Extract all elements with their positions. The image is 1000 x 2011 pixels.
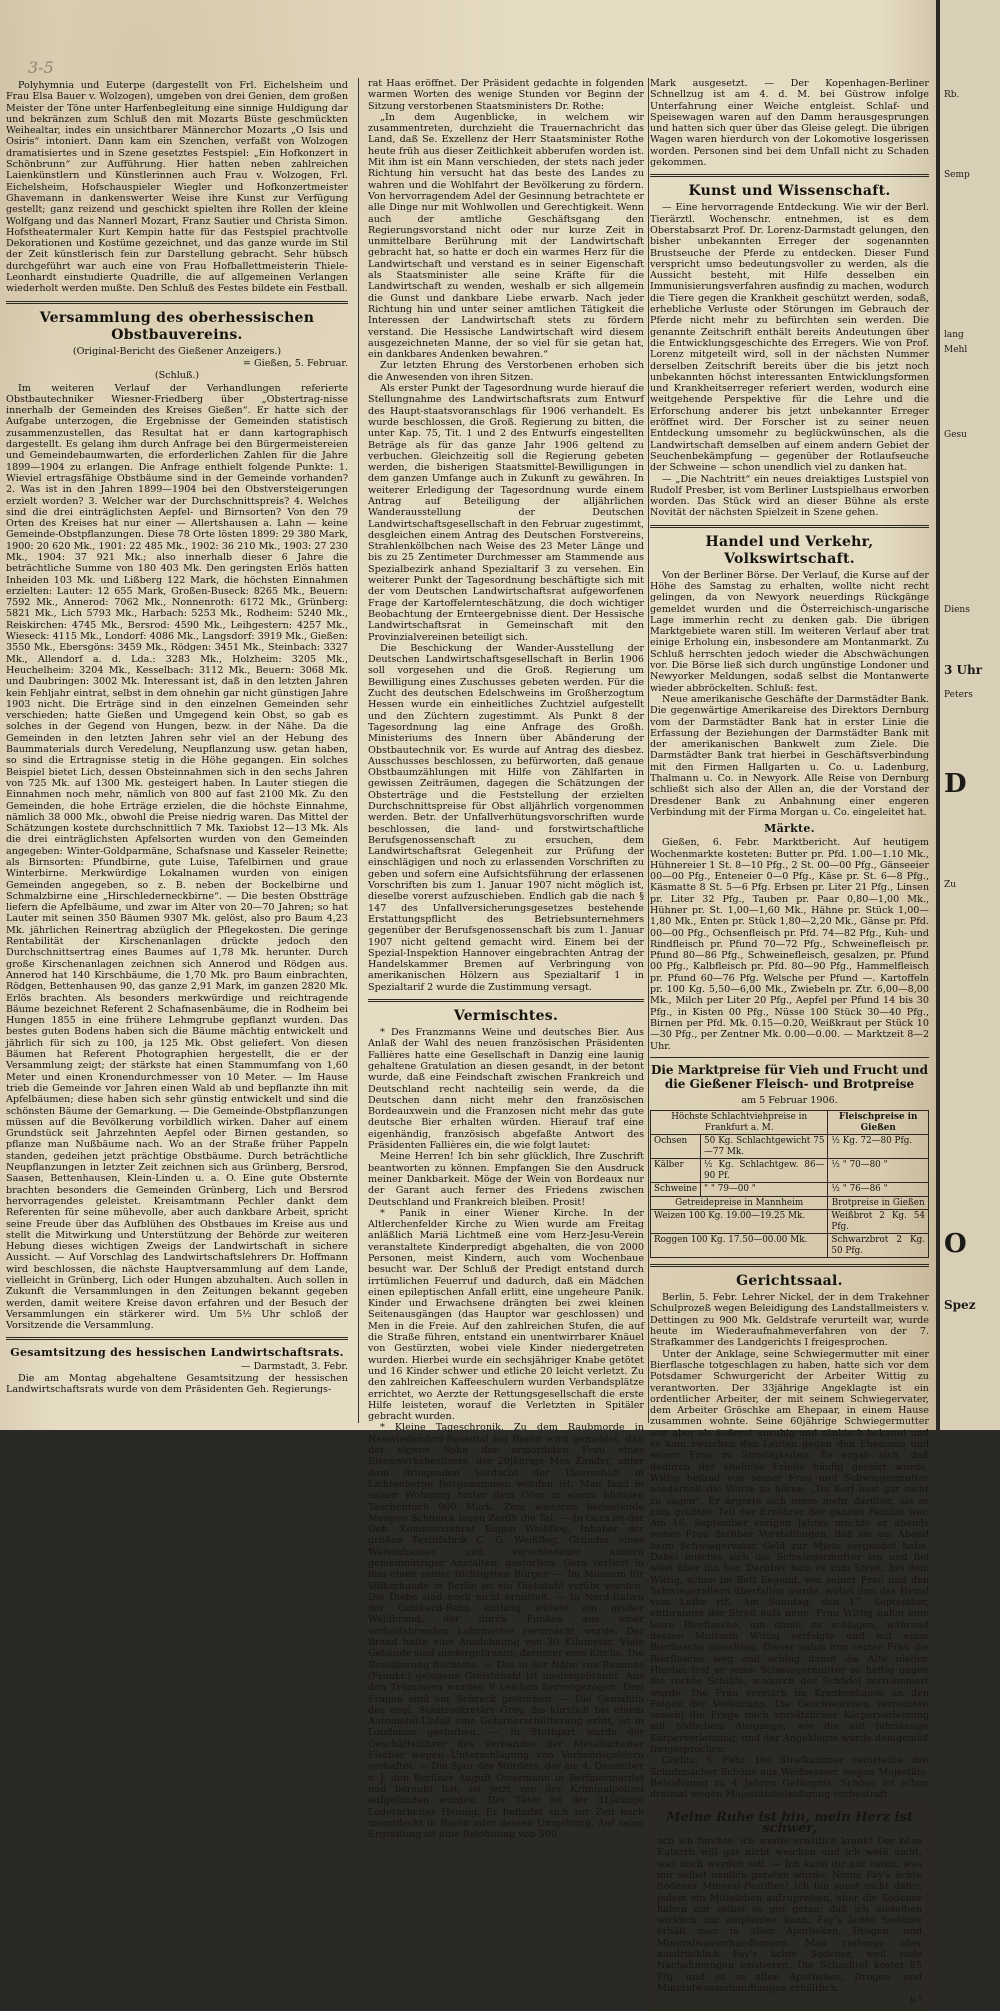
article-text: Meine Herren! Ich bin sehr glücklich, Ihre Zuschrift beantworten zu können. Empfangen Sie den Ausdruck meiner Dankbarkeit. Möge der Wein von Bordeaux nur der Garant auch ferner des Friedens zwischen Deutschland und Frankreich bleiben. Prosit! — [368, 1151, 644, 1208]
adjacent-text: Rb. — [944, 90, 960, 100]
adjacent-text: 3 Uhr — [944, 663, 983, 677]
article-text: Neue amerikanische Geschäfte der Darmstädter Bank. Die gegenwärtige Amerikareise des Direktors Dernburg vom der Darmstädter Bank hat in erster Linie die Erfassung der Beziehungen der Darmstädter Bank mit der amerikanischen Bankwelt zum Ziele. Die Darmstädter Bank trat hierbei in Geschäftsverbindung mit den Firmen Hallgarten u. Co. u. Ladenburg, Thalmann u. Co. in Newyork. Alle Reise von Dernburg schließt sich also der Allen an, die der Vorstand der Dresdener Bank zu Anbahnung einer engeren Verbindung mit der Firma Morgan u. Co. eingeleitet hat. — [650, 693, 929, 818]
table-cell: ½ " 76—86 " — [828, 1183, 929, 1197]
table-cell: Weißbrot 2 Kg. 54 Pfg. — [828, 1210, 929, 1234]
table-cell: Roggen 100 Kg. 17.50—00.00 Mk. — [651, 1234, 828, 1258]
adjacent-text: Peters — [944, 690, 973, 700]
article-text: Die Beschickung der Wander-Ausstellung der Deutschen Landwirtschaftsgesellschaft in Berlin 1906 soll vorgesehen und die Groß. Regierung um Bewilligung eines Zuschusses gebeten werden. Für die Zucht des deutschen Edelschweins im Großherzogtum Hessen wurde ein einheitliches Zuchtziel aufgestellt und den Züchtern zugestimmt. Als Punkt 8 der Tagesordnung lag eine Anfrage des Großh. Ministeriums des Innern über Abänderung der Obstbautechnik vor. Es wurde auf Antrag des diesbez. Ausschusses beschlossen, zu befürworten, daß genaue Obstbaumzählungen mit Hilfe von Zählfarten in gewissen Zeiträumen, dagegen die Schätzungen der Obsterträge und die Feststellung der erzielten Durchschnittspreise für Obst alljährlich vorgenommen werden. Betr. der Unfallverhütungsvorschriften wurde beschlossen, die land- und forstwirtschaftliche Berufsgenossenschaft zu ersuchen, dem Landwirtschaftsrat Gelegenheit zur Prüfung der einschlägigen und noch zu erlassenden Vorschriften zu geben und sofern eine Aufsichtsführung der erlassenen Vorschriften bis zum 1. Januar 1907 nicht möglich ist, dieselbe vorerst aufzuschieben. Endlich gab die nach § 147 des Unfallversicherungsgesetzes bestehende Erstattungspflicht des Betriebsunternehmers gegenüber der Berufsgenossenschaft bis zum 1. Januar 1907 nicht geltend gemacht wird. Einem bei der Spezial-Inspektion Hannover eingebrachten Antrag der Handelskammer Bremen auf Verbringung von amerikanischen Hölzern aus Spezialtarif 1 in Spezialtarif 2 wurde die Zustimmung versagt. — [368, 642, 644, 993]
column-1 — [6, 80, 348, 1425]
article-text: Als erster Punkt der Tagesordnung wurde hierauf die Stellungnahme des Landwirtschaftsrats zum Entwurf des Haupt-staatsvoranschlags für 1906 verhandelt. Es wurde beschlossen, die Groß. Regierung zu bitten, die unter Kap. 75, Tit. 1 und 2 des Entwurfs eingestellten Beträge als für das ganze Jahr 1906 geltend zu verbuchen. Gleichzeitig soll die Regierung gebeten werden, die bisherigen Staatsmittel-Bewilligungen in dem ganzen Umfange auch in Zukunft zu gewähren. In weiterer Erledigung der Tagesordnung wurde einem Antrag auf Beteiligung der alljährlichen Wanderausstellung der Deutschen Landwirtschaftsgesellschaft in den Februar zugestimmt, desgleichen einem Antrag des Deutschen Forstvereins, Strahlenkölbchen nach Weise des 23 Meter Länge und bis zu 25 Zentimeter Durchmesser am Stammende aus Spezialbezirk anhand Spezialtarif 3 zu versehen. Ein weiterer Punkt der Tagesordnung beschäftigte sich mit der vom Deutschen Landwirtschaftsrat aufgeworfenen Frage der Kartoffelernteschätzung, die doch wichtiger Beobachtung der Ernteergebnisse dient. Der Hessische Landwirtschaftsrat in Gemeinschaft mit den Provinzialvereinen beteiligt sich. — [368, 383, 644, 643]
article-text: * Panik in einer Wiener Kirche. In der Altlerchenfelder Kirche zu Wien wurde am Freitag anläßlich Mariä Lichtmeß eine vom Herz-Jesu-Verein veranstaltete Kinderpredigt abgehalten, die von 2000 Personen, meist Kindern, auch vom Wochenbaue besucht war. Der Schluß der Predigt entstand durch irrtümlichen Feuerruf und dadurch, daß ein Mädchen einen epileptischen Anfall erlitt, eine ungeheure Panik. Kinder und Erwachsene drängten bei zwei kleinen Seitenausgängen (das Hauptor war geschlossen) und Men in die Freie. Auf den zahlreichen Stufen, die auf die Straße führen, entstand ein unentwirrbarer Knäuel von Gestürzten, wobei viele Kinder niedergetreten wurden. Hierbei wurde ein sechsjähriger Knabe getötet und 16 Kinder schwer und etliche 20 leicht verletzt. Zu den zahlreichen Kaffeeschulern wurden Verbandsplätze errichtet, wo Aerzte der Rettungsgesellschaft die erste Hilfe leisteten, worauf die Verletzten in Spitäler gebracht wurden. — [368, 1207, 644, 1423]
section-heading: Vermischtes. — [453, 1008, 559, 1025]
article-subheading: (Original-Bericht des Gießener Anzeigers.) — [72, 345, 282, 357]
article-text: rat Haas eröffnet. Der Präsident gedachte in folgenden warmen Worten des wenige Stunden vor Beginn der Sitzung verstorbenen Staatsministers Dr. Rothe: — [368, 78, 644, 112]
table-cell: ½ Kg. 72—80 Pfg. — [828, 1135, 929, 1159]
adjacent-text: lang — [944, 330, 964, 340]
article-text: Polyhymnia und Euterpe (dargestellt von Frl. Eichelsheim und Frau Elsa Bauer v. Wolzogen), umgeben von drei Genien, dem großen Meister der Töne unter Harfenbegleitung eine sinnige Huldigung dar und bekränzen zum Schluß den mit Mozarts Büste geschmückten Weihealtar, indes ein unsichtbarer Männerchor Mozarts „O Isis und Osiris“ intoniert. Dann kam ein Szenchen, verfaßt von Wolzogen dramatisiertes und in Szene gesetztes Festspiel: „Ein Hofkonzert in Schönbrunn“ zur Aufführung. Hier hatten neben zahlreichen Laienkünstlern und Künstlerinnen auch Frau v. Wolzogen, Frl. Eichelsheim, Hofschauspieler Wiegler und Hofkonzertmeister Ghavemann in dankenswerter Weise ihre Kunst zur Verfügung gestellt; ganz reizend und geschickt spielten ihre Rollen der kleine Wolfgang und das Nannerl Mozart, Franz Sautier und Christa Simon. Hofstheatermaler Kurt Kempin hatte für das Festspiel prachtvolle Dekorationen und Kostüme gezeichnet, und das ganze wurde im Stil der Zeit künstlerisch fein zur Darstellung gebracht. Sehr hübsch durchgeführt war auch eine von Frau Hofballettmeisterin Thiele-Leonhardt einstudierte Quadrille, die auf allgemeinen Verlangen wiederholt werden mußte. Den Schluß des Festes bildete ein Festball. — [6, 80, 348, 295]
table-header: Getreidepreise in Mannheim — [651, 1196, 828, 1210]
table-cell: Ochsen — [651, 1135, 701, 1159]
column-rule-2 — [648, 78, 649, 1423]
article-text: Berlin, 5. Febr. Lehrer Nickel, der in dem Trakehner Schulprozeß wegen Beleidigung des Landstallmeisters v. Dettingen zu 900 Mk. Geldstrafe verurteilt war, wurde heute im Wiederaufnahmeverfahren von der 7. Strafkammer des Landgerichts I freigesprochen. — [650, 1292, 929, 1349]
article-heading: Versammlung des oberhessischen Obstbauvereins. — [39, 309, 315, 343]
adjacent-text: Spez — [944, 1298, 976, 1312]
table-cell: Weizen 100 Kg. 19.00—19.25 Mk. — [651, 1210, 828, 1234]
adjacent-text: Semp — [944, 170, 970, 180]
article-text: „In dem Augenblicke, in welchem wir zusammentreten, durchzieht die Trauernachricht das Land, daß Se. Exzellenz der Herr Staatsminister Rothe heute früh aus dieser Zeitlichkeit abberufen worden ist. Mit ihm ist ein Mann verschieden, der stets nach jeder Richtung hin versucht hat das beste des Landes zu wahren und die Wohlfahrt der Bevölkerung zu fördern. Von hervorragendem Adel der Gesinnung betrachtete er alle Dinge nur mit Wohlwollen und Gerechtigkeit. Wenn auch der amtliche Geschäftsgang den Regierungsvorstand nicht oder nur kurze Zeit in unmittelbare Berührung mit der Landwirtschaft gebracht hat, so hatte er doch ein warmes Herz für die Landwirtschaft und verstand es in seiner Eigenschaft als Staatsminister alle seine Kräfte für die Landwirtschaft zu wenden, weshalb er sich allgemein die Gunst und dankbare Liebe erwarb. Nach jeder Richtung hin und unter seiner amtlichen Tätigkeit die Interessen der Landwirtschaft stets zu fördern verstand. Die Hessische Landwirtschaft wird diesem ausgezeichneten Manne, der so viel für sie getan hat, ein dankbares Andenken bewahren.“ — [368, 111, 644, 361]
column-2 — [368, 78, 644, 1841]
article-text: Mark ausgesetzt. — Der Kopenhagen-Berliner Schnellzug ist am 4. d. M. bei Güstrow infolge Unterfahrung einer Weiche entgleist. Schlaf- und Speisewagen waren auf den Damm herausgesprungen und hatten sich quer über das Gleise gelegt. Die übrigen Wagen waren hierdurch von der Lokomotive losgerissen worden. Personen sind bei dem Unfall nicht zu Schaden gekommen. — [650, 78, 929, 169]
divider — [6, 1337, 348, 1340]
section-heading: Kunst und Wissenschaft. — [688, 183, 891, 200]
article-text: * Kleine Tageschronik. Zu dem Raubmorde in Neuwiedendorf-Rosental bei Berlin wird gemeldet, daß der eigene Sohn der ermordeten Frau eines Eisenwerksbesitzers, der 20jährige Max Zander, unter dem dringenden Verdacht der Täterschaft in Lichtenberge festgenommen worden ist. Man fand in seiner Wohnung hinter dem Ofen in einem blutigen Taschentuch 900 Mark. Zum weiteren bedeutende Mengen Schmuck lagen Zerdh die Tat. — In Gera ist der Geh. Kommerzienrat Eugen Weißflog, Inhaber der großen Textilfabrik C. G. Weißflog, Gründer eines Waisenhauses und verschiedener andern gemeinnütziger Anstalten, gestorben. Gera verliert in ihm einen seiner tüchtigsten Bürger. — Im Museum für Völkerkunde in Berlin ist ein Diebstahl verübt worden. Die Diebe sind noch nicht ermittelt. — In Nord-Italien der Gotthard-Bahn entlang wütete ein großer Waldbrand, der durch Funken aus einer verbeifahrenden Lokomotive verursacht wurde. Der Brand hatte eine Ausdehnung von 30 Kilometer. Viele Gebäude sind niedergebrannt, darunter eine Kirche. Die Bevölkerung flüchtete. — Das in der Nähe von Remmes (Frankr.) gelegene Greistenahl ist niedergebrannt. Aus den Trümmern wurden 9 Leichen hervorgezogen. Drei Frauen sind vor Schreck gestorben. — Die Gemahlin des engl. Staatssekretärs Grey, die kürzlich bei einem Automobil-Unfall eine Gehirnerschütterung erlitt, ist in Londonon gestorben. — In Stuttgart wurde der Geschäftsführer des Verbandes der Metallarbeiter Fischer wegen Unterschlagung von Verbandsgeldern verhaftet. — Die Spur des Mörders, der am 4. Dezember v. J. den Berliner Auguft Ostermann in Berlinermordet und beraubt hat, ist jetzt von der Kriminalpolizei aufgefunden worden. Der Täter ist der 31jährige Lederarbeiter Hennig. Er befindet sich zur Zeit noch unentdeckt in Berlin oder dessen Umgebung. Auf seine Ergreifung ist eine Belohnung von 500 — [368, 1422, 644, 1841]
article-text: Die am Montag abgehaltene Gesamtsitzung der hessischen Landwirtschaftsrats wurde von dem Präsidenten Geh. Regierungs- — [6, 1372, 348, 1396]
table-cell: Kälber — [651, 1159, 701, 1183]
market-price-table — [650, 1110, 929, 1258]
market-date: am 5 Februar 1906. — [741, 1094, 838, 1106]
adjacent-text: D — [944, 769, 967, 799]
table-cell: " " 79—00 " — [701, 1183, 828, 1197]
adjacent-text: Diens — [944, 605, 970, 615]
adjacent-text: Gesu — [944, 430, 967, 440]
column-rule-1 — [358, 78, 359, 1423]
table-header: Höchste Schlachtviehpreise in Frankfurt a. M. — [651, 1111, 828, 1135]
divider — [368, 999, 644, 1002]
article-note: (Schluß.) — [154, 370, 200, 382]
advertisement — [650, 1807, 929, 2011]
table-cell: ½ Kg. Schlachtgew. 86—90 Pf. — [701, 1159, 828, 1183]
page-marker: 3-5 — [28, 58, 54, 77]
article-text: Im weiteren Verlauf der Verhandlungen referierte Obstbautechniker Wiesner-Friedberg über „Obstertrag-nisse innerhalb der Gemeinden des Kreises Gießen“. Er hatte sich der Aufgabe unterzogen, die Ergebnisse der Gemeinden statistisch zusammenzustellen, das Resultat hat er dann kartographisch dargestellt. Es gelang ihm durch Anfrage bei den Bürgermeistereien und Gemeindebaumwarten, die erforderlichen Zahlen für die Jahre 1899—1904 zu erlangen. Die Anfrage enthielt folgende Punkte: 1. Wieviel ertragsfähige Obstbäume sind in der Gemeinde vorhanden? 2. Was ist in den Jahren 1899—1904 bei den Obstversteigerungen erzielt worden? 3. Welcher war der Durchschnittspreis? 4. Welches sind die drei einträglichsten Aepfel- und Birnsorten? Von den 79 Orten des Kreises hat nur einer — Allertshausen a. Lahn — keine Gemeinde-Obstpflanzungen. Diese 78 Orte lösten 1899: 29 380 Mark, 1900: 20 620 Mk., 1901: 22 485 Mk., 1902: 36 210 Mk., 1903: 27 230 Mk., 1904: 37 921 Mk.; also innerhalb dieser 6 Jahre die beträchtliche Summe von 180 403 Mk. Den geringsten Erlös hatten Inheiden 103 Mk. und Lißberg 122 Mark, die höchsten Einnahmen erzielten: Lauter: 12 655 Mark, Großen-Buseck: 8265 Mk., Beuern: 7592 Mk., Annerod: 7062 Mk., Nonnenroth: 6172 Mk., Grünberg: 5821 Mk., Lich 5793 Mk., Harbach: 5253 Mk., Rodheim: 5240 Mk., Reiskirchen: 4745 Mk., Bersrod: 4590 Mk., Leihgestern: 4257 Mk., Wieseck: 4115 Mk., Londorf: 4086 Mk., Langsdorf: 3919 Mk., Gießen: 3550 Mk., Ebersgöns: 3459 Mk., Rödgen: 3451 Mk., Steinbach: 3327 Mk., Allendorf a. d. Lda.: 3283 Mk., Holzheim: 3205 Mk., Heuchelheim: 3204 Mk., Kesselbach: 3112 Mk., Beuern: 3068 Mk. und Daubringen: 3002 Mk. Interessant ist, daß in den letzten Jahren kein Fehljahr eintrat, selbst in dem ohnehin gar nicht günstigen Jahre 1903 nicht. Die Erträge sind in den einzelnen Gemeinden sehr verschieden; hatte Gießen und Umgegend kein Obst, so gab es solches in der Gegend von Hungen, bezw. in der Nähe. Da die Gemeinden in den letzten Jahren sehr viel an der Hebung des Baummaterials durch Veredelung, Neupflanzung usw. getan haben, so sind die Ertragnisse stetig in die Höhe gegangen. Ein solches Beispiel bietet Lich, dessen Obsteinnahmen sich in den sechs Jahren von 725 Mk. auf 1300 Mk. gesteigert haben. In Lauter stiegen die Einnahmen noch mehr, nämlich von 800 auf fast 2100 Mk. Zu den Gemeinden, die hohe Erträge erzielen, die die höchste Einnahme, nämlich 38 000 Mk., obwohl die Preise niedrig waren. Das Mittel der Schätzungen kostete durchschnittlich 7 Mk. Taxiobst 12—13 Mk. Als die drei einträglichsten Apfelsorten wurden von den Gemeinden angegeben: Winter-Goldparmäne, Schafsnase und Kasseler Reinette; als Birnsorten: Pfundbirne, gute Luise, Tafelbirnen und graue Winterbirne. Merkwürdige Lokalnamen wurden von einigen Gemeinden angegeben, so z. B. neben der Bockelbirne und Schmalzbirne eine „Hirschlederneckbirne“. — Die besten Obstträge liefern die Apfelbäume, und zwar im Alter von 20—70 Jahren; so hat Lauter mit seinen 350 Bäumen 9307 Mk. gelöst, also pro Baum 4,23 Mk. jährlichen Reinertrag abzüglich der Pflegekosten. Die geringe Rentabilität der Kirschenanlagen drückte jedoch den Durchschnittsertrag eines Baumes auf 1,78 Mk. herunter. Durch große Kirschenanlagen zeichnen sich Annerod und Rödgen aus. Annerod hat 140 Kirschbäume, die 1,70 Mk. pro Baum einbrachten, Rödgen, Bettenhausen 90, das ganze 2,91 Mark, im ganzen 2820 Mk. Erlös brachten. Als besonders merkwürdige und reichtragende Bäume bezeichnet Referent 2 Schafnasenbäume, die in Rodheim bei Hungen 1855 in eine frühere Lehmgrube gepflanzt wurden. Das bestes guten Bodens haben sich die Bäume mächtig entwickelt und jährlich für sich zu 100, ja 125 Mk. Obst geliefert. Von diesen Bäumen hat Referent Photographien hergestellt, die er der Versammlung zeigt; der stärkste hat einen Stammumfang von 1,60 Meter und einen Kronendurchmesser von 10 Meter. — Im Hause trieb die Gemeinde vor Jahren einen Wald ab und bepflanzte ihn mit Apfelbäumen; diese haben sich sehr günstig entwickelt und sind die schönsten Bäume der Gemarkung. — Die Gemeinde-Obstpflanzungen müssen auf die Bevölkerung vorbildlich wirken. Daher auf einem Grundstück seit Jahrzehnten Aepfel oder Birnen gestanden, so pflanze man Nußbäume nach. Wo an der Straße früher Pappeln standen, gedeihen jetzt prächtige Obstbäume. Durch beträchtliche Neupflanzungen in letzter Zeit zeichnen sich aus Grünberg, Bersrod, Saasen, Bettenhausen, Klein-Linden u. a. O. Eine gute Obsternte brachten besonders die Gemeinden Grünberg, Lich und Bersrod hervorragendes geleistet. Kreisamtmann Pechler dankt dem Referenten für seine mühevolle, aber auch dankbare Arbeit, spricht seine Freude über das Aufblühen des Obstbaues im Kreise aus und stellt die Mitwirkung und Unterstützung der Behörde zur weiteren Hebung dieses wichtigen Zweigs der Landwirtschaft in sichere Aussicht. — Auf Vorschlag des Landwirtschaftslehrers Dr. Hoffmann wird beschlossen, die nächste Hauptversammlung auf dem Lande, vielleicht in Grünberg, Lich oder Hungen abzuhalten. Auch sollen in Zukunft die Versammlungen in den Zeitungen bekannt gegeben werden, damit weitere Kreise davon erfahren und der Besuch der Versammlungen ein stärkerer wird. Um 5½ Uhr schloß der Vorsitzende die Versammlung. — [6, 382, 348, 1332]
article-text: * Des Franzmanns Weine und deutsches Bier. Aus Anlaß der Wahl des neuen französischen Präsidenten Fallières hatte eine Gesellschaft in Danzig eine launig gehaltene Gratulation an diesen gesandt, in der betont wurde, daß eine Feindschaft zwischen Frankreich und Deutschland recht nachteilig sein werde, da die Deutschen dann nicht mehr den französischen Bordeauxwein und die Franzosen nicht mehr das gute deutsche Bier erhalten würden. Hierauf traf eine eigenhändig, französisch abgefaßte Antwort des Präsidenten Fallières ein, die wie folgt lautet: — [368, 1027, 644, 1152]
column-3 — [650, 78, 929, 2005]
adjacent-text: Zu — [944, 880, 957, 890]
article-dateline: — Darmstadt, 3. Febr. — [240, 1361, 348, 1373]
table-cell: Schweine — [651, 1183, 701, 1197]
article-text: — Eine hervorragende Entdeckung. Wie wir der Berl. Tierärztl. Wochenschr. entnehmen, ist es dem Oberstabsarzt Prof. Dr. Lorenz-Darmstadt gelungen, den bisher unbekannten Erreger der sogenannten Brustseuche der Pferde zu entdecken. Dieser Fund verspricht umso bedeutungsvoller zu werden, als die Aussicht besteht, mit Hilfe desselben ein Immunisierungsverfahren ausfindig zu machen, wodurch die Tiere gegen die Krankheit geschützt werden, sodaß, erhebliche Verluste oder Störungen im Gebrauch der Pferde nicht mehr zu befürchten sein werden. Die genannte Zeitschrift enthält bereits Andeutungen über die Entwicklungsgeschichte des Erregers. Wie von Prof. Lorenz mitgeteilt wird, soll in der nächsten Nummer derselben Zeitschrift bereits über die bis jetzt noch unbekannten höchst interessanten Entwicklungsformen und Krankheitserreger referiert werden, wodurch eine weitgehende Perspektive für die Lehre und die Erforschung anderer bis jetzt unbekannter Erreger eröffnet wird. Der Forscher ist zu seiner neuen Entdeckung umsomehr zu beglückwünschen, als die Landwirtschaft demselben auf einem andern Gebiet der Seuchenbekämpfung — gegenüber der Rotlaufseuche der Schweine — schon unendlich viel zu danken hat. — [650, 202, 929, 474]
market-heading: Die Marktpreise für Vieh und Frucht und die Gießener Fleisch- und Brotpreise — [650, 1062, 929, 1091]
table-cell: Schwarzbrot 2 Kg. 50 Pfg. — [828, 1234, 929, 1258]
divider — [650, 1264, 929, 1267]
article-heading: Gesamtsitzung des hessischen Landwirtschaftsrats. — [10, 1346, 344, 1360]
subsection-heading: Märkte. — [764, 822, 815, 836]
ad-mark: b.* — [910, 1995, 922, 2005]
divider — [650, 1057, 929, 1058]
table-cell: ½ " 70—80 " — [828, 1159, 929, 1183]
article-text: Görlitz, 5. Febr. Die Strafkammer verurteilte den Schuhmacher Schöne aus Weißwasser wegen Majestäts-Beleidigung zu 4 Jahren Gefängnis. Schöne ist schon dreimal wegen Majestätsbeleidigung vorbestraft. — [650, 1755, 929, 1801]
adjacent-text: O — [944, 1229, 967, 1259]
article-text: Gießen, 6. Febr. Marktbericht. Auf heutigem Wochenmarkte kosteten: Butter pr. Pfd. 1.00—1.10 Mk., Hühnereier 1 St. 8—10 Pfg., 2 St. 00—00 Pfg., Gänseeier 00—00 Pfg., Enteneier 0—0 Pfg., Käse pr. St. 6—8 Pfg., Käsmatte 8 St. 5—6 Pfg. Erbsen pr. Liter 21 Pfg., Linsen pr. Liter 32 Pfg., Tauben pr. Paar 0,80—1,00 Mk., Hühner pr. St. 1,00—1,60 Mk., Hähne pr. Stück 1,00—1,80 Mk., Enten pr. Stück 1,80—2,20 Mk., Gänse pr. Pfd. 00—00 Pfg., Ochsenfleisch pr. Pfd. 74—82 Pfg., Kuh- und Rindfleisch pr. Pfund 70—72 Pfg., Schweinefleisch pr. Pfund 80—86 Pfg., Schweinefleisch, gesalzen, pr. Pfund 00 Pfg., Kalbfleisch pr. Pfd. 80—90 Pfg., Hammelfleisch pr. Pfund 60—76 Pfg. Welsche per Pfund —. Kartoffeln pr. 100 Kg. 5,50—6,00 Mk., Zwiebeln pr. Ztr. 6,00—8,00 Mk., Milch per Liter 20 Pfg., Aepfel per Pfund 14 bis 30 Pfg., in Kisten 00 Pfg., Nüsse 100 Stück 30—40 Pfg., Birnen per Pfd. Mk. 0.15—0.20, Weißkraut per Stück 10—30 Pfg., per Zentner Mk. 0.00—0.00. — Marktzeit 8—2 Uhr. — [650, 837, 929, 1052]
ad-title: Meine Ruhe ist hin, mein Herz ist schwer, — [666, 1809, 913, 1836]
article-text: Von der Berliner Börse. Der Verlauf, die Kurse auf der Höhe des Samstag zu erhalten, wollte nicht recht gelingen, da von Newyork neuerdings Rückgänge gemeldet wurden und die Österreichisch-ungarische Lage immerhin recht zu denken gab. Die übrigen Marktgebiete waren still. Im weiteren Verlauf aber trat einige Erholung ein, insbesondere am Montanmarkt. Zu Schluß herrschten jedoch wieder die Abschwächungen vor. Die Börse ließ sich durch ungünstige Londoner und Newyorker Meldungen, sodaß selbst die Montanwerte wieder abbröckelten. Schluß: fest. — [650, 569, 929, 694]
table-header: Brotpreise in Gießen — [828, 1196, 929, 1210]
divider — [650, 174, 929, 177]
table-header: Fleischpreise in Gießen — [828, 1111, 929, 1135]
adjacent-page-edge — [940, 0, 1000, 1430]
article-text: Zur letzten Ehrung des Verstorbenen erhoben sich die Anwesenden von ihren Sitzen. — [368, 360, 644, 383]
divider — [650, 525, 929, 528]
adjacent-text: Mehl — [944, 345, 968, 355]
ad-text: ach ich fürchte, ich werde ernstlich krank! Der böse Katarrh will gar nicht weichen und ich weiß nicht, was noch werden soll. — Ich kann dir nur raten, was mir selbst neulich geraten wurde: Nimm Fay's ächte Sodener Mineral-Pastillen! Ich bin sonst nicht dafür, jedem ein Mittelchen aufzupreisen, aber die Sodener haben mir selbst so gut getan, daß ich dieselben wirklich nur empfehlen kann. Fay's ächte Sodener erhält man in allen Apotheken, Drogen- und Mineralwasserhandlungen. Man verlange aber ausdrücklich Fay's ächte Sodener, weil viele Nachahmungen existieren. Die Schachtel kostet 85 Pfg. und ist in allen Apotheken, Drogen- und Mineralwasserhandlungen erhältlich. — [657, 1836, 922, 1994]
divider — [6, 301, 348, 304]
article-dateline: = Gießen, 5. Februar. — [242, 357, 348, 369]
article-text: Unter der Anklage, seine Schwiegermutter mit einer Bierflasche totgeschlagen zu haben, hatte sich vor dem Potsdamer Schwurgericht der Arbeiter Wittig zu verantworten. Der 33jährige Angeklagte ist ein ordentlicher Arbeiter, der mit seinem Schwiegervater, dem Arbeiter Gröschke am Ehepaar, in einem Hause zusammen wohnte. Seine 60jährige Schwiegermutter war aber als äußerst unruhig und zänkisch bekannt und es kam zwischen den Leuten gegen den Ehemann und seiner Frau zu Streitigkeiten. Es ergab sich, daß dadurch der eheliche Friede häufig gestört wurde. Wittig befand von seiner Frau und Schwiegermutter wiederholt die Worte zu hören: „Du Kerl hast gar nicht zu sagen“. Er ärgerte sich umso mehr darüber, als er zum größten Teil der Ernährer der ganzen Familie war. Am 16. September vorigen Jahres machte er abends seiner Frau darüber Vorstellungen, daß sie am Abend beim Schwiegervater Geld zur Miete vergeudet habe. Dabei mischte sich die Schwiegermutter ein und fiel wüst über ihn her. Darüber kam es zum Streit, bei dem Wittig, schon im Bett liegend, von seiner Frau und den Schwiegereltern überfallen wurde, wobei ihm das Hemd vom Leibe riß. Am Sonntag, den 17. September, entbrannte der Streit aufs neue. Frau Wittig nahm eine leere Bierflasche, um damit zu schlagen, während dessen Mutterin Wittig verfolgte und mit einer Bierflasche einschlug. Dieser nahm nun seiner Frau die Bierflasche weg und schlug damit die Alte nieder. Hierbei traf er seine Schwiegermutter so heftig gegen die rechte Schläfe, wodurch der Schädel zertrümmert wurde. Die Frau verstarb im Krankenhause an den Folgen der Verletzung. Die Geschworenen verneinten sowohl die Frage nach vorsätzlicher Körperverletzung mit tödlichem Ausgange, wie die auf fahrlässige Körperverletzung, und der Angeklagte wurde demgemäß freigesprochen. — [650, 1348, 929, 1756]
table-cell: 50 Kg. Schlachtgewicht 75—77 Mk. — [701, 1135, 828, 1159]
article-text: — „Die Nachtritt“ ein neues dreiaktiges Lustspiel von Rudolf Presber, ist vom Berliner Lustspielhaus erworben worden. Das Stück wird an dieser Bühne als erste Novität der nächsten Spielzeit in Szene gehen. — [650, 473, 929, 519]
section-heading: Handel und Verkehr, Volkswirtschaft. — [705, 533, 874, 567]
section-heading: Gerichtssaal. — [736, 1273, 843, 1290]
